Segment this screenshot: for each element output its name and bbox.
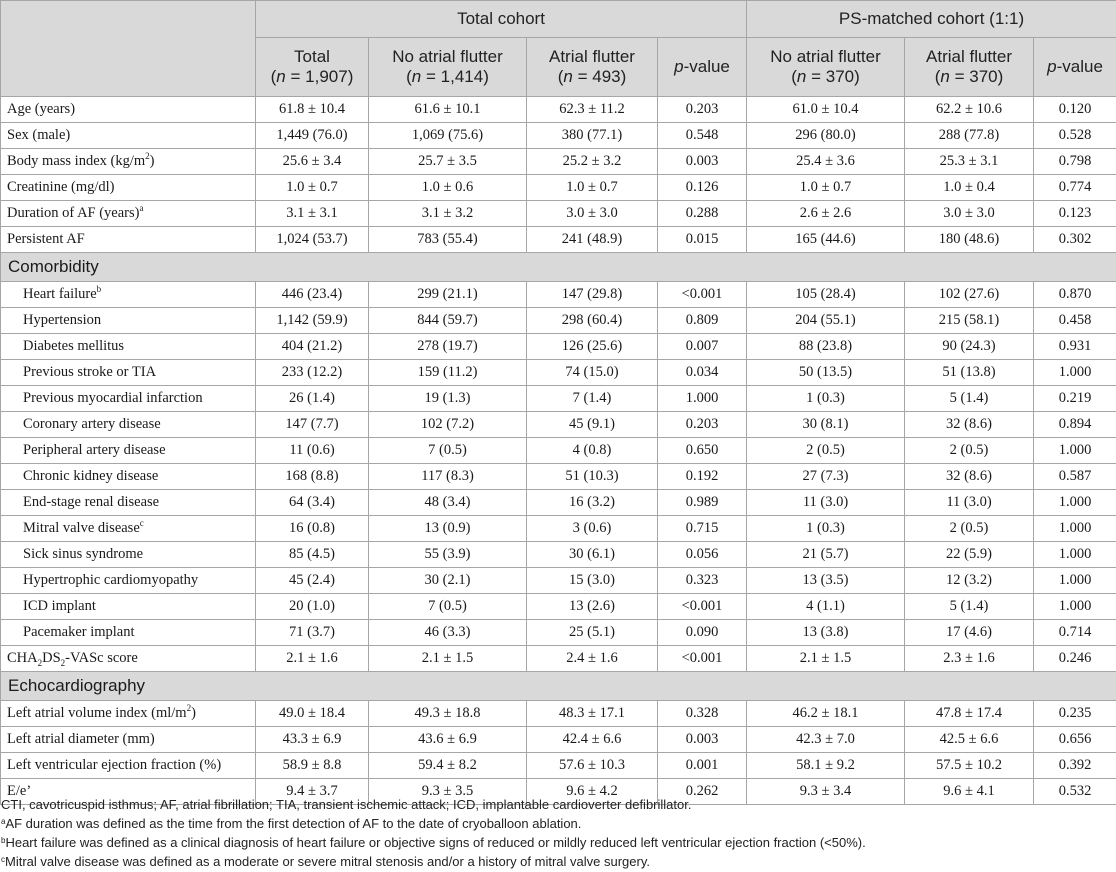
row-value: 45 (2.4) xyxy=(256,568,369,594)
row-value: 0.532 xyxy=(1034,779,1116,805)
row-value: 25 (5.1) xyxy=(527,620,658,646)
row-value: 0.288 xyxy=(658,201,747,227)
row-value: 88 (23.8) xyxy=(747,334,905,360)
row-value: <0.001 xyxy=(658,646,747,672)
row-value: 46.2 ± 18.1 xyxy=(747,701,905,727)
row-value: 0.870 xyxy=(1034,282,1116,308)
row-value: 49.0 ± 18.4 xyxy=(256,701,369,727)
row-value: 22 (5.9) xyxy=(905,542,1034,568)
row-value: 11 (3.0) xyxy=(747,490,905,516)
row-label: Age (years) xyxy=(1,97,256,123)
row-value: 26 (1.4) xyxy=(256,386,369,412)
row-value: 0.894 xyxy=(1034,412,1116,438)
row-value: 0.219 xyxy=(1034,386,1116,412)
row-value: 1.000 xyxy=(1034,438,1116,464)
row-value: 42.4 ± 6.6 xyxy=(527,727,658,753)
row-value: 49.3 ± 18.8 xyxy=(369,701,527,727)
row-value: 85 (4.5) xyxy=(256,542,369,568)
row-value: 0.034 xyxy=(658,360,747,386)
row-value: 11 (0.6) xyxy=(256,438,369,464)
row-value: 0.548 xyxy=(658,123,747,149)
row-value: 13 (2.6) xyxy=(527,594,658,620)
row-value: 62.2 ± 10.6 xyxy=(905,97,1034,123)
row-value: 105 (28.4) xyxy=(747,282,905,308)
row-value: 48 (3.4) xyxy=(369,490,527,516)
row-value: 102 (27.6) xyxy=(905,282,1034,308)
row-label: Body mass index $(kg/m^2)$ xyxy=(1,149,256,175)
table-row xyxy=(1,490,1116,516)
row-value: 1.0 ± 0.7 xyxy=(527,175,658,201)
table-row xyxy=(1,227,1116,253)
row-value: 13 (0.9) xyxy=(369,516,527,542)
row-value: 0.001 xyxy=(658,753,747,779)
footnote-c: $^c$Mitral valve disease was defined as a moderate or severe mitral stenosis and/or a history of mitral valve surgery. xyxy=(1,854,650,869)
header-row-groups xyxy=(1,1,1116,38)
row-value: 0.798 xyxy=(1034,149,1116,175)
row-value: 180 (48.6) xyxy=(905,227,1034,253)
row-value: 58.9 ± 8.8 xyxy=(256,753,369,779)
row-value: 0.090 xyxy=(658,620,747,646)
table-row xyxy=(1,727,1116,753)
row-value: 74 (15.0) xyxy=(527,360,658,386)
row-value: 233 (12.2) xyxy=(256,360,369,386)
row-value: 3 (0.6) xyxy=(527,516,658,542)
row-value: 9.6 ± 4.2 xyxy=(527,779,658,805)
row-label: Hypertrophic cardiomyopathy xyxy=(1,568,256,594)
row-value: 32 (8.6) xyxy=(905,412,1034,438)
column-header: Atrial flutter (n = 370) xyxy=(905,38,1034,97)
row-value: 0.587 xyxy=(1034,464,1116,490)
row-value: 55 (3.9) xyxy=(369,542,527,568)
row-value: 2.4 ± 1.6 xyxy=(527,646,658,672)
row-label: $CHA_2DS_2$-VASc score xyxy=(1,646,256,672)
row-value: 21 (5.7) xyxy=(747,542,905,568)
column-header: No atrial flutter (n = 1,414) xyxy=(369,38,527,97)
footnote-abbreviations: CTI, cavotricuspid isthmus; AF, atrial fibrillation; TIA, transient ischemic attack; ICD, implantable cardioverter defibrillator. xyxy=(1,797,692,812)
row-value: 1 (0.3) xyxy=(747,386,905,412)
row-value: 51 (13.8) xyxy=(905,360,1034,386)
row-value: 288 (77.8) xyxy=(905,123,1034,149)
row-value: 5 (1.4) xyxy=(905,594,1034,620)
row-value: 1,449 (76.0) xyxy=(256,123,369,149)
row-value: 296 (80.0) xyxy=(747,123,905,149)
row-value: 0.458 xyxy=(1034,308,1116,334)
row-value: 25.6 ± 3.4 xyxy=(256,149,369,175)
row-value: 61.8 ± 10.4 xyxy=(256,97,369,123)
row-value: 25.3 ± 3.1 xyxy=(905,149,1034,175)
row-label: Previous myocardial infarction xyxy=(1,386,256,412)
table-row xyxy=(1,386,1116,412)
row-value: 3.1 ± 3.1 xyxy=(256,201,369,227)
row-value: 0.203 xyxy=(658,412,747,438)
row-value: 61.6 ± 10.1 xyxy=(369,97,527,123)
row-value: 2.3 ± 1.6 xyxy=(905,646,1034,672)
footnote-a: $^a$AF duration was defined as the time from the first detection of AF to the date of cryoballoon ablation. xyxy=(1,816,582,831)
row-value: 3.0 ± 3.0 xyxy=(905,201,1034,227)
row-label: Diabetes mellitus xyxy=(1,334,256,360)
row-value: 0.003 xyxy=(658,149,747,175)
row-value: 0.323 xyxy=(658,568,747,594)
row-value: 241 (48.9) xyxy=(527,227,658,253)
column-header: p-value xyxy=(1034,38,1116,97)
row-value: 16 (0.8) xyxy=(256,516,369,542)
row-value: 27 (7.3) xyxy=(747,464,905,490)
row-value: 62.3 ± 11.2 xyxy=(527,97,658,123)
row-value: 9.6 ± 4.1 xyxy=(905,779,1034,805)
row-value: 3.0 ± 3.0 xyxy=(527,201,658,227)
row-value: 7 (0.5) xyxy=(369,594,527,620)
row-value: 126 (25.6) xyxy=(527,334,658,360)
row-value: 102 (7.2) xyxy=(369,412,527,438)
row-label: Left atrial diameter (mm) xyxy=(1,727,256,753)
table-row xyxy=(1,542,1116,568)
row-value: 168 (8.8) xyxy=(256,464,369,490)
row-value: 9.4 ± 3.7 xyxy=(256,779,369,805)
row-value: 0.203 xyxy=(658,97,747,123)
row-value: 0.246 xyxy=(1034,646,1116,672)
row-value: 4 (0.8) xyxy=(527,438,658,464)
row-label: Chronic kidney disease xyxy=(1,464,256,490)
table-row xyxy=(1,620,1116,646)
row-value: 13 (3.5) xyxy=(747,568,905,594)
column-header: p-value xyxy=(658,38,747,97)
table-row xyxy=(1,464,1116,490)
row-value: 0.056 xyxy=(658,542,747,568)
row-value: 783 (55.4) xyxy=(369,227,527,253)
table-row xyxy=(1,360,1116,386)
row-value: 1 (0.3) xyxy=(747,516,905,542)
row-value: 0.015 xyxy=(658,227,747,253)
row-value: 1.0 ± 0.4 xyxy=(905,175,1034,201)
table-row xyxy=(1,175,1116,201)
row-value: 90 (24.3) xyxy=(905,334,1034,360)
row-value: 0.262 xyxy=(658,779,747,805)
row-value: <0.001 xyxy=(658,594,747,620)
row-value: 1.000 xyxy=(1034,360,1116,386)
row-label: Mitral valve disease$^c$ xyxy=(1,516,256,542)
row-value: 0.931 xyxy=(1034,334,1116,360)
row-value: 380 (77.1) xyxy=(527,123,658,149)
column-header: No atrial flutter (n = 370) xyxy=(747,38,905,97)
row-value: 32 (8.6) xyxy=(905,464,1034,490)
row-value: 57.5 ± 10.2 xyxy=(905,753,1034,779)
row-value: 0.809 xyxy=(658,308,747,334)
row-value: 404 (21.2) xyxy=(256,334,369,360)
header-ps-cohort: PS-matched cohort (1:1) xyxy=(747,1,1116,38)
header-total-cohort: Total cohort xyxy=(256,1,747,38)
table-row xyxy=(1,201,1116,227)
row-value: 0.714 xyxy=(1034,620,1116,646)
row-value: 1,142 (59.9) xyxy=(256,308,369,334)
row-value: 159 (11.2) xyxy=(369,360,527,386)
row-value: 2 (0.5) xyxy=(747,438,905,464)
row-value: 43.3 ± 6.9 xyxy=(256,727,369,753)
row-value: 147 (29.8) xyxy=(527,282,658,308)
row-value: 204 (55.1) xyxy=(747,308,905,334)
row-value: 50 (13.5) xyxy=(747,360,905,386)
row-value: 59.4 ± 8.2 xyxy=(369,753,527,779)
row-value: 30 (6.1) xyxy=(527,542,658,568)
row-value: 71 (3.7) xyxy=(256,620,369,646)
row-value: 0.302 xyxy=(1034,227,1116,253)
row-value: 1.000 xyxy=(658,386,747,412)
row-value: 117 (8.3) xyxy=(369,464,527,490)
row-value: 17 (4.6) xyxy=(905,620,1034,646)
row-value: 7 (1.4) xyxy=(527,386,658,412)
row-value: 13 (3.8) xyxy=(747,620,905,646)
row-value: 16 (3.2) xyxy=(527,490,658,516)
row-value: 2.1 ± 1.6 xyxy=(256,646,369,672)
row-value: 2.6 ± 2.6 xyxy=(747,201,905,227)
row-value: 51 (10.3) xyxy=(527,464,658,490)
row-label: Duration of AF (years)$^a$ xyxy=(1,201,256,227)
row-value: 4 (1.1) xyxy=(747,594,905,620)
row-value: 58.1 ± 9.2 xyxy=(747,753,905,779)
row-value: 19 (1.3) xyxy=(369,386,527,412)
row-value: 7 (0.5) xyxy=(369,438,527,464)
row-value: 0.328 xyxy=(658,701,747,727)
table-row xyxy=(1,646,1116,672)
row-value: 9.3 ± 3.5 xyxy=(369,779,527,805)
row-label: Persistent AF xyxy=(1,227,256,253)
row-value: 43.6 ± 6.9 xyxy=(369,727,527,753)
row-value: 1,069 (75.6) xyxy=(369,123,527,149)
row-label: Pacemaker implant xyxy=(1,620,256,646)
row-label: Sick sinus syndrome xyxy=(1,542,256,568)
row-value: 0.715 xyxy=(658,516,747,542)
table-row xyxy=(1,97,1116,123)
table-row xyxy=(1,123,1116,149)
row-value: 45 (9.1) xyxy=(527,412,658,438)
row-value: 1.000 xyxy=(1034,490,1116,516)
table-row xyxy=(1,282,1116,308)
section-echocardiography: Echocardiography xyxy=(1,672,1116,701)
table-row xyxy=(1,568,1116,594)
row-value: 2 (0.5) xyxy=(905,438,1034,464)
row-label: Heart failure$^b$ xyxy=(1,282,256,308)
footnote-b: $^b$Heart failure was defined as a clinical diagnosis of heart failure or objective signs of reduced or mildly reduced left ventricular ejection fraction (<50%). xyxy=(1,835,866,850)
table-row xyxy=(1,438,1116,464)
table-row xyxy=(1,594,1116,620)
row-value: 30 (2.1) xyxy=(369,568,527,594)
row-label: E/e’ xyxy=(1,779,256,805)
row-value: 0.528 xyxy=(1034,123,1116,149)
row-value: 165 (44.6) xyxy=(747,227,905,253)
row-value: 0.123 xyxy=(1034,201,1116,227)
table-footnotes xyxy=(1,795,1111,871)
table-row xyxy=(1,412,1116,438)
row-value: 2 (0.5) xyxy=(905,516,1034,542)
row-value: 1.000 xyxy=(1034,542,1116,568)
row-value: 1.000 xyxy=(1034,516,1116,542)
row-value: 0.650 xyxy=(658,438,747,464)
row-value: 25.7 ± 3.5 xyxy=(369,149,527,175)
row-value: 1.0 ± 0.7 xyxy=(747,175,905,201)
table-row xyxy=(1,701,1116,727)
column-header: Total (n = 1,907) xyxy=(256,38,369,97)
row-label: Left ventricular ejection fraction (%) xyxy=(1,753,256,779)
table-row xyxy=(1,308,1116,334)
row-value: 299 (21.1) xyxy=(369,282,527,308)
row-value: <0.001 xyxy=(658,282,747,308)
row-value: 0.656 xyxy=(1034,727,1116,753)
row-value: 278 (19.7) xyxy=(369,334,527,360)
row-value: 25.4 ± 3.6 xyxy=(747,149,905,175)
row-value: 48.3 ± 17.1 xyxy=(527,701,658,727)
row-value: 12 (3.2) xyxy=(905,568,1034,594)
table-row xyxy=(1,516,1116,542)
row-value: 3.1 ± 3.2 xyxy=(369,201,527,227)
row-label: End-stage renal disease xyxy=(1,490,256,516)
row-value: 0.120 xyxy=(1034,97,1116,123)
table-row xyxy=(1,149,1116,175)
row-value: 64 (3.4) xyxy=(256,490,369,516)
row-value: 2.1 ± 1.5 xyxy=(747,646,905,672)
row-value: 5 (1.4) xyxy=(905,386,1034,412)
row-value: 298 (60.4) xyxy=(527,308,658,334)
row-value: 42.3 ± 7.0 xyxy=(747,727,905,753)
column-header: Atrial flutter (n = 493) xyxy=(527,38,658,97)
table-row xyxy=(1,334,1116,360)
row-value: 0.007 xyxy=(658,334,747,360)
row-label: Creatinine (mg/dl) xyxy=(1,175,256,201)
row-value: 25.2 ± 3.2 xyxy=(527,149,658,175)
row-value: 0.235 xyxy=(1034,701,1116,727)
row-value: 1.0 ± 0.7 xyxy=(256,175,369,201)
row-value: 446 (23.4) xyxy=(256,282,369,308)
row-label: Sex (male) xyxy=(1,123,256,149)
row-value: 0.392 xyxy=(1034,753,1116,779)
row-value: 42.5 ± 6.6 xyxy=(905,727,1034,753)
row-value: 30 (8.1) xyxy=(747,412,905,438)
row-label: Left atrial volume index $(ml/m^2)$ xyxy=(1,701,256,727)
row-label: Peripheral artery disease xyxy=(1,438,256,464)
row-label: Coronary artery disease xyxy=(1,412,256,438)
row-value: 844 (59.7) xyxy=(369,308,527,334)
row-label: Previous stroke or TIA xyxy=(1,360,256,386)
table-row xyxy=(1,753,1116,779)
header-empty-cell xyxy=(1,1,256,97)
row-value: 11 (3.0) xyxy=(905,490,1034,516)
row-value: 9.3 ± 3.4 xyxy=(747,779,905,805)
row-value: 47.8 ± 17.4 xyxy=(905,701,1034,727)
row-value: 0.003 xyxy=(658,727,747,753)
row-value: 46 (3.3) xyxy=(369,620,527,646)
row-value: 20 (1.0) xyxy=(256,594,369,620)
row-value: 61.0 ± 10.4 xyxy=(747,97,905,123)
row-value: 215 (58.1) xyxy=(905,308,1034,334)
row-value: 1.000 xyxy=(1034,568,1116,594)
row-value: 57.6 ± 10.3 xyxy=(527,753,658,779)
row-value: 0.192 xyxy=(658,464,747,490)
row-value: 147 (7.7) xyxy=(256,412,369,438)
row-value: 0.126 xyxy=(658,175,747,201)
row-value: 2.1 ± 1.5 xyxy=(369,646,527,672)
row-label: Hypertension xyxy=(1,308,256,334)
row-value: 15 (3.0) xyxy=(527,568,658,594)
row-value: 0.989 xyxy=(658,490,747,516)
row-value: 1.000 xyxy=(1034,594,1116,620)
section-comorbidity: Comorbidity xyxy=(1,253,1116,282)
row-label: ICD implant xyxy=(1,594,256,620)
row-value: 1.0 ± 0.6 xyxy=(369,175,527,201)
row-value: 1,024 (53.7) xyxy=(256,227,369,253)
row-value: 0.774 xyxy=(1034,175,1116,201)
